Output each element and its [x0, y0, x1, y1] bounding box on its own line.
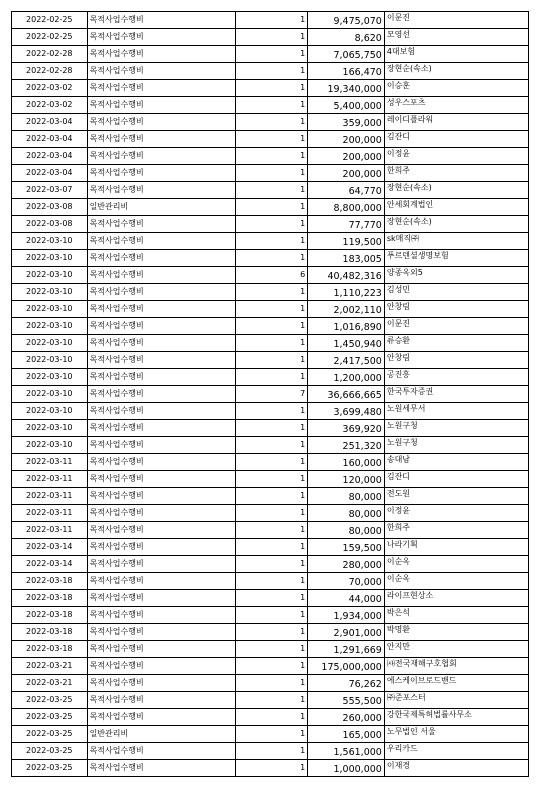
date-cell: 2022-03-02: [12, 80, 88, 97]
payee-cell: ㈜준포스터: [384, 692, 528, 709]
quantity-cell: 1: [235, 352, 308, 369]
amount-cell: 1,000,000: [308, 760, 385, 777]
table-row: [12, 556, 529, 573]
date-cell: 2022-02-25: [12, 12, 88, 29]
date-cell: 2022-03-10: [12, 318, 88, 335]
payee-cell: 성우스포츠: [384, 97, 528, 114]
quantity-cell: 1: [235, 46, 308, 63]
amount-cell: 119,500: [308, 233, 385, 250]
quantity-cell: 1: [235, 216, 308, 233]
amount-cell: 80,000: [308, 505, 385, 522]
quantity-cell: 1: [235, 641, 308, 658]
payee-cell: 안지만: [384, 641, 528, 658]
date-cell: 2022-03-10: [12, 437, 88, 454]
amount-cell: 555,500: [308, 692, 385, 709]
quantity-cell: 1: [235, 675, 308, 692]
table-row: [12, 369, 529, 386]
category-cell: 목적사업수행비: [87, 692, 235, 709]
payee-cell: 이승훈: [384, 80, 528, 97]
payee-cell: 이문진: [384, 318, 528, 335]
category-cell: 목적사업수행비: [87, 386, 235, 403]
payee-cell: 한국투자증권: [384, 386, 528, 403]
quantity-cell: 1: [235, 573, 308, 590]
category-cell: 목적사업수행비: [87, 420, 235, 437]
category-cell: 목적사업수행비: [87, 335, 235, 352]
payee-cell: 류승환: [384, 335, 528, 352]
date-cell: 2022-03-25: [12, 760, 88, 777]
date-cell: 2022-03-10: [12, 369, 88, 386]
category-cell: 목적사업수행비: [87, 709, 235, 726]
date-cell: 2022-03-21: [12, 658, 88, 675]
date-cell: 2022-03-10: [12, 335, 88, 352]
amount-cell: 44,000: [308, 590, 385, 607]
quantity-cell: 1: [235, 692, 308, 709]
quantity-cell: 1: [235, 335, 308, 352]
table-row: [12, 80, 529, 97]
payee-cell: 안창림: [384, 301, 528, 318]
category-cell: 일반관리비: [87, 726, 235, 743]
category-cell: 목적사업수행비: [87, 114, 235, 131]
category-cell: 목적사업수행비: [87, 63, 235, 80]
table-row: [12, 46, 529, 63]
payee-cell: 김잔디: [384, 131, 528, 148]
payee-cell: sk매직㈜: [384, 233, 528, 250]
date-cell: 2022-03-21: [12, 675, 88, 692]
category-cell: 목적사업수행비: [87, 556, 235, 573]
ledger-body: [12, 12, 529, 777]
payee-cell: 노무법인 서울: [384, 726, 528, 743]
amount-cell: 160,000: [308, 454, 385, 471]
quantity-cell: 1: [235, 488, 308, 505]
payee-cell: 안세회계법인: [384, 199, 528, 216]
payee-cell: 장현순(속소): [384, 216, 528, 233]
amount-cell: 80,000: [308, 522, 385, 539]
quantity-cell: 1: [235, 590, 308, 607]
category-cell: 목적사업수행비: [87, 403, 235, 420]
quantity-cell: 1: [235, 522, 308, 539]
table-row: [12, 131, 529, 148]
date-cell: 2022-03-25: [12, 743, 88, 760]
payee-cell: 한희주: [384, 522, 528, 539]
quantity-cell: 1: [235, 80, 308, 97]
payee-cell: 박명환: [384, 624, 528, 641]
date-cell: 2022-02-25: [12, 29, 88, 46]
quantity-cell: 1: [235, 437, 308, 454]
date-cell: 2022-03-04: [12, 131, 88, 148]
amount-cell: 1,016,890: [308, 318, 385, 335]
amount-cell: 70,000: [308, 573, 385, 590]
category-cell: 목적사업수행비: [87, 352, 235, 369]
category-cell: 목적사업수행비: [87, 760, 235, 777]
category-cell: 목적사업수행비: [87, 522, 235, 539]
category-cell: 목적사업수행비: [87, 505, 235, 522]
amount-cell: 2,417,500: [308, 352, 385, 369]
date-cell: 2022-03-10: [12, 420, 88, 437]
amount-cell: 3,699,480: [308, 403, 385, 420]
quantity-cell: 1: [235, 114, 308, 131]
category-cell: 목적사업수행비: [87, 318, 235, 335]
category-cell: 목적사업수행비: [87, 284, 235, 301]
category-cell: 목적사업수행비: [87, 267, 235, 284]
payee-cell: 4대보험: [384, 46, 528, 63]
amount-cell: 36,666,665: [308, 386, 385, 403]
quantity-cell: 1: [235, 301, 308, 318]
table-row: [12, 233, 529, 250]
date-cell: 2022-03-10: [12, 403, 88, 420]
table-row: [12, 590, 529, 607]
table-row: [12, 437, 529, 454]
category-cell: 일반관리비: [87, 199, 235, 216]
date-cell: 2022-03-10: [12, 233, 88, 250]
quantity-cell: 6: [235, 267, 308, 284]
amount-cell: 200,000: [308, 148, 385, 165]
table-row: [12, 250, 529, 267]
amount-cell: 1,561,000: [308, 743, 385, 760]
payee-cell: 이순옥: [384, 556, 528, 573]
quantity-cell: 1: [235, 369, 308, 386]
quantity-cell: 1: [235, 726, 308, 743]
quantity-cell: 1: [235, 165, 308, 182]
quantity-cell: 1: [235, 505, 308, 522]
payee-cell: 강한국제특허법률사무소: [384, 709, 528, 726]
payee-cell: 이정윤: [384, 148, 528, 165]
payee-cell: 모영선: [384, 29, 528, 46]
table-row: [12, 726, 529, 743]
category-cell: 목적사업수행비: [87, 97, 235, 114]
quantity-cell: 1: [235, 624, 308, 641]
table-row: [12, 624, 529, 641]
payee-cell: 노원세무서: [384, 403, 528, 420]
quantity-cell: 1: [235, 12, 308, 29]
date-cell: 2022-03-25: [12, 726, 88, 743]
category-cell: 목적사업수행비: [87, 488, 235, 505]
table-row: [12, 641, 529, 658]
quantity-cell: 1: [235, 607, 308, 624]
table-row: [12, 165, 529, 182]
payee-cell: 김성민: [384, 284, 528, 301]
date-cell: 2022-03-04: [12, 114, 88, 131]
amount-cell: 9,475,070: [308, 12, 385, 29]
category-cell: 목적사업수행비: [87, 641, 235, 658]
date-cell: 2022-03-25: [12, 692, 88, 709]
date-cell: 2022-03-25: [12, 709, 88, 726]
table-row: [12, 760, 529, 777]
table-row: [12, 352, 529, 369]
amount-cell: 1,200,000: [308, 369, 385, 386]
payee-cell: ㈔전국재해구호협회: [384, 658, 528, 675]
table-row: [12, 29, 529, 46]
category-cell: 목적사업수행비: [87, 675, 235, 692]
amount-cell: 76,262: [308, 675, 385, 692]
payee-cell: 노원구청: [384, 420, 528, 437]
category-cell: 목적사업수행비: [87, 539, 235, 556]
amount-cell: 40,482,316: [308, 267, 385, 284]
payee-cell: 에스케이브로드밴드: [384, 675, 528, 692]
payee-cell: 김잔디: [384, 471, 528, 488]
quantity-cell: 1: [235, 250, 308, 267]
quantity-cell: 1: [235, 63, 308, 80]
category-cell: 목적사업수행비: [87, 46, 235, 63]
amount-cell: 200,000: [308, 131, 385, 148]
category-cell: 목적사업수행비: [87, 301, 235, 318]
amount-cell: 77,770: [308, 216, 385, 233]
payee-cell: 노원구청: [384, 437, 528, 454]
quantity-cell: 1: [235, 233, 308, 250]
payee-cell: 안창림: [384, 352, 528, 369]
quantity-cell: 1: [235, 148, 308, 165]
amount-cell: 165,000: [308, 726, 385, 743]
payee-cell: 공진흥: [384, 369, 528, 386]
date-cell: 2022-03-18: [12, 624, 88, 641]
date-cell: 2022-03-04: [12, 148, 88, 165]
quantity-cell: 1: [235, 760, 308, 777]
amount-cell: 166,470: [308, 63, 385, 80]
amount-cell: 2,002,110: [308, 301, 385, 318]
table-row: [12, 709, 529, 726]
quantity-cell: 1: [235, 471, 308, 488]
table-row: [12, 182, 529, 199]
table-row: [12, 522, 529, 539]
table-row: [12, 658, 529, 675]
quantity-cell: 7: [235, 386, 308, 403]
category-cell: 목적사업수행비: [87, 607, 235, 624]
table-row: [12, 318, 529, 335]
date-cell: 2022-03-11: [12, 505, 88, 522]
date-cell: 2022-03-11: [12, 471, 88, 488]
table-row: [12, 539, 529, 556]
payee-cell: 나라기획: [384, 539, 528, 556]
amount-cell: 200,000: [308, 165, 385, 182]
table-row: [12, 216, 529, 233]
table-row: [12, 607, 529, 624]
quantity-cell: 1: [235, 658, 308, 675]
date-cell: 2022-03-18: [12, 573, 88, 590]
quantity-cell: 1: [235, 199, 308, 216]
date-cell: 2022-03-11: [12, 488, 88, 505]
table-row: [12, 267, 529, 284]
payee-cell: 푸르덴셜생명보험: [384, 250, 528, 267]
table-row: [12, 386, 529, 403]
table-row: [12, 505, 529, 522]
category-cell: 목적사업수행비: [87, 250, 235, 267]
table-row: [12, 114, 529, 131]
quantity-cell: 1: [235, 709, 308, 726]
date-cell: 2022-03-10: [12, 250, 88, 267]
payee-cell: 이순옥: [384, 573, 528, 590]
table-row: [12, 335, 529, 352]
category-cell: 목적사업수행비: [87, 471, 235, 488]
category-cell: 목적사업수행비: [87, 148, 235, 165]
category-cell: 목적사업수행비: [87, 437, 235, 454]
table-row: [12, 675, 529, 692]
amount-cell: 1,110,223: [308, 284, 385, 301]
date-cell: 2022-03-14: [12, 556, 88, 573]
payee-cell: 송대남: [384, 454, 528, 471]
category-cell: 목적사업수행비: [87, 165, 235, 182]
payee-cell: 전도원: [384, 488, 528, 505]
date-cell: 2022-03-10: [12, 284, 88, 301]
table-row: [12, 488, 529, 505]
amount-cell: 175,000,000: [308, 658, 385, 675]
amount-cell: 251,320: [308, 437, 385, 454]
payee-cell: 이정윤: [384, 505, 528, 522]
category-cell: 목적사업수행비: [87, 743, 235, 760]
category-cell: 목적사업수행비: [87, 216, 235, 233]
quantity-cell: 1: [235, 131, 308, 148]
table-row: [12, 743, 529, 760]
category-cell: 목적사업수행비: [87, 12, 235, 29]
amount-cell: 1,450,940: [308, 335, 385, 352]
table-row: [12, 420, 529, 437]
quantity-cell: 1: [235, 284, 308, 301]
table-row: [12, 471, 529, 488]
date-cell: 2022-02-28: [12, 63, 88, 80]
category-cell: 목적사업수행비: [87, 80, 235, 97]
payee-cell: 이재경: [384, 760, 528, 777]
date-cell: 2022-03-11: [12, 454, 88, 471]
date-cell: 2022-02-28: [12, 46, 88, 63]
table-row: [12, 148, 529, 165]
quantity-cell: 1: [235, 743, 308, 760]
date-cell: 2022-03-18: [12, 607, 88, 624]
expense-ledger-table: [11, 11, 529, 777]
table-row: [12, 454, 529, 471]
category-cell: 목적사업수행비: [87, 369, 235, 386]
table-row: [12, 284, 529, 301]
date-cell: 2022-03-10: [12, 386, 88, 403]
payee-cell: 이문진: [384, 12, 528, 29]
category-cell: 목적사업수행비: [87, 454, 235, 471]
amount-cell: 7,065,750: [308, 46, 385, 63]
payee-cell: 장현순(속소): [384, 182, 528, 199]
category-cell: 목적사업수행비: [87, 131, 235, 148]
amount-cell: 280,000: [308, 556, 385, 573]
amount-cell: 359,000: [308, 114, 385, 131]
amount-cell: 159,500: [308, 539, 385, 556]
category-cell: 목적사업수행비: [87, 233, 235, 250]
quantity-cell: 1: [235, 539, 308, 556]
date-cell: 2022-03-18: [12, 590, 88, 607]
date-cell: 2022-03-08: [12, 216, 88, 233]
date-cell: 2022-03-11: [12, 522, 88, 539]
amount-cell: 80,000: [308, 488, 385, 505]
table-row: [12, 301, 529, 318]
table-row: [12, 573, 529, 590]
category-cell: 목적사업수행비: [87, 29, 235, 46]
date-cell: 2022-03-18: [12, 641, 88, 658]
category-cell: 목적사업수행비: [87, 573, 235, 590]
amount-cell: 8,620: [308, 29, 385, 46]
category-cell: 목적사업수행비: [87, 624, 235, 641]
payee-cell: 우리카드: [384, 743, 528, 760]
table-row: [12, 199, 529, 216]
amount-cell: 260,000: [308, 709, 385, 726]
amount-cell: 64,770: [308, 182, 385, 199]
table-row: [12, 403, 529, 420]
payee-cell: 박은석: [384, 607, 528, 624]
payee-cell: 양종옥외5: [384, 267, 528, 284]
amount-cell: 19,340,000: [308, 80, 385, 97]
amount-cell: 369,920: [308, 420, 385, 437]
amount-cell: 120,000: [308, 471, 385, 488]
category-cell: 목적사업수행비: [87, 658, 235, 675]
amount-cell: 1,291,669: [308, 641, 385, 658]
quantity-cell: 1: [235, 403, 308, 420]
date-cell: 2022-03-10: [12, 352, 88, 369]
date-cell: 2022-03-07: [12, 182, 88, 199]
quantity-cell: 1: [235, 420, 308, 437]
table-row: [12, 12, 529, 29]
quantity-cell: 1: [235, 556, 308, 573]
date-cell: 2022-03-02: [12, 97, 88, 114]
category-cell: 목적사업수행비: [87, 590, 235, 607]
date-cell: 2022-03-04: [12, 165, 88, 182]
date-cell: 2022-03-08: [12, 199, 88, 216]
quantity-cell: 1: [235, 318, 308, 335]
amount-cell: 1,934,000: [308, 607, 385, 624]
quantity-cell: 1: [235, 97, 308, 114]
date-cell: 2022-03-10: [12, 267, 88, 284]
table-row: [12, 692, 529, 709]
amount-cell: 183,005: [308, 250, 385, 267]
quantity-cell: 1: [235, 29, 308, 46]
amount-cell: 8,800,000: [308, 199, 385, 216]
quantity-cell: 1: [235, 182, 308, 199]
payee-cell: 라이프현상소: [384, 590, 528, 607]
date-cell: 2022-03-14: [12, 539, 88, 556]
payee-cell: 한희주: [384, 165, 528, 182]
quantity-cell: 1: [235, 454, 308, 471]
amount-cell: 2,901,000: [308, 624, 385, 641]
table-row: [12, 97, 529, 114]
category-cell: 목적사업수행비: [87, 182, 235, 199]
payee-cell: 장현순(속소): [384, 63, 528, 80]
date-cell: 2022-03-10: [12, 301, 88, 318]
amount-cell: 5,400,000: [308, 97, 385, 114]
table-row: [12, 63, 529, 80]
payee-cell: 레이디플라워: [384, 114, 528, 131]
